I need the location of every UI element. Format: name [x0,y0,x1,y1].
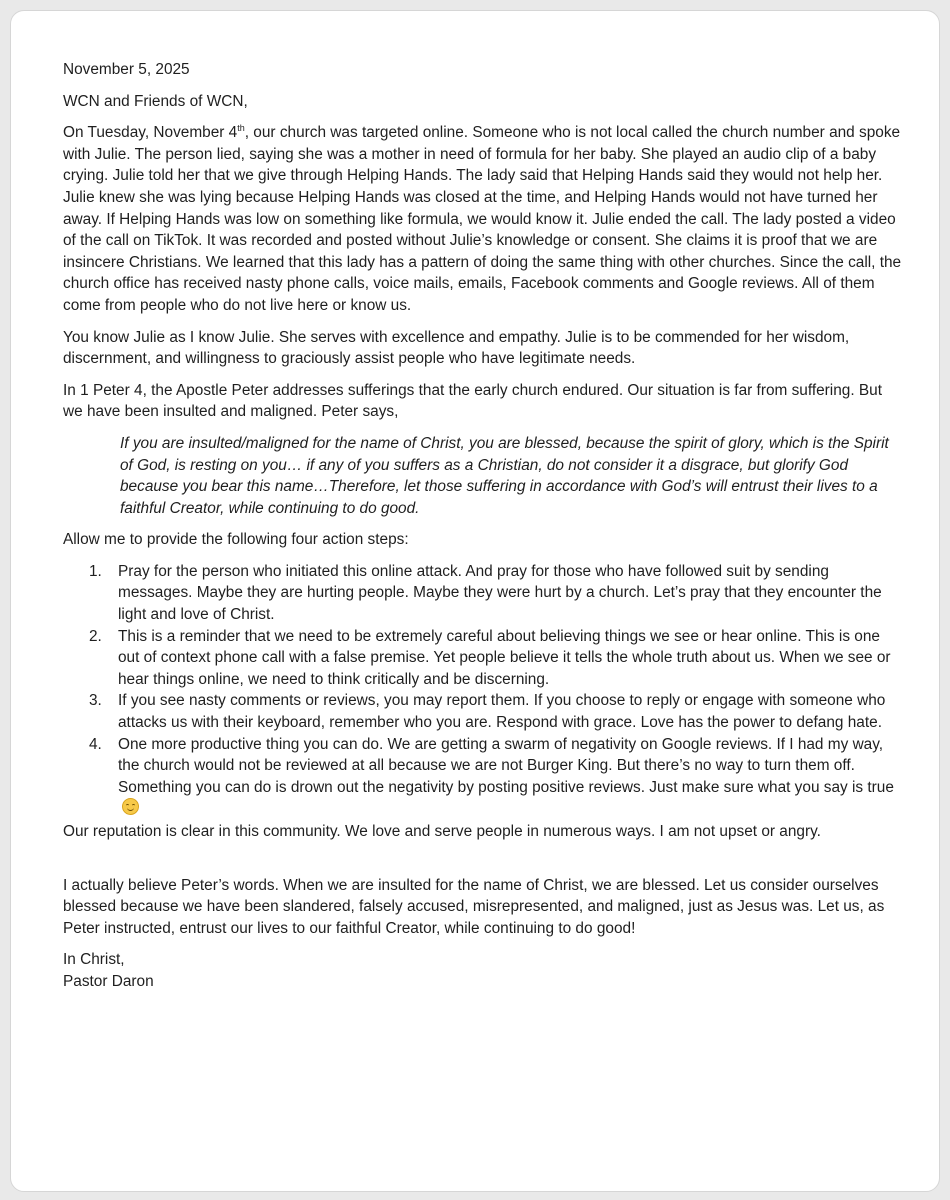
letter-body [63,59,903,993]
letter-greeting: WCN and Friends of WCN, [63,92,248,110]
steps-intro: Allow me to provide the following four action steps: [63,531,409,549]
paragraph-incident [63,122,903,316]
list-item-number: 1. [89,562,102,580]
list-item [63,626,903,691]
list-item-number: 3. [89,692,102,710]
list-item-text: This is a reminder that we need to be extremely careful about believing things we see or hear online. This is one out of context phone call with a false premise. Yet people believe it tells the whole truth about us. When we see or hear things online, we need to think critically and be discerning. [118,627,891,688]
paragraph-incident-start: On Tuesday, November 4 [63,124,238,142]
list-item-text: One more productive thing you can do. We are getting a swarm of negativity on Google reviews. If I had my way, the church would not be reviewed at all because we are not Burger King. But there’s no way to turn them off. Something you can do is drown out the negativity by posting positive reviews. Just make sure what you say is true [118,735,894,796]
paragraph-peter-intro: In 1 Peter 4, the Apostle Peter addresses sufferings that the early church endured. Our situation is far from suffering. But we have been insulted and maligned. Peter says, [63,381,883,421]
list-item-number: 4. [89,735,102,753]
list-item [63,561,903,626]
list-item-text: Pray for the person who initiated this online attack. And pray for those who have followed suit by sending messages. Maybe they are hurting people. Maybe they were hurt by a church. Let’s pray that they encounter the light and love of Christ. [118,562,882,624]
scripture-quote: If you are insulted/maligned for the name of Christ, you are blessed, because the spirit of glory, which is the Spirit of God, is resting on you… if any of you suffers as a Christian, do not consider it a disgrace, but glorify God because you bear this name…Therefore, let those suffering in accordance with God’s will entrust their lives to a faithful Creator, while continuing to do good. [120,434,889,517]
signature-name: Pastor Daron [63,972,154,990]
closing-salutation: In Christ, [63,951,125,969]
ordinal-suffix: th [237,123,245,134]
paragraph-belief: I actually believe Peter’s words. When we are insulted for the name of Christ, we are blessed. Let us consider ourselves blessed because we have been slandered, falsely accused, misrepresented, and maligned, just as Jesus was. Let us, as Peter instructed, entrust our lives to our faithful Creator, while continuing to do good! [63,876,885,937]
letter-page [10,10,940,1192]
paragraph-incident-rest: , our church was targeted online. Someone who is not local called the church number and spoke with Julie. The person lied, saying she was a mother in need of formula for her baby. She played an audio clip of a baby crying. Julie told her that we give through Helping Hands. The lady said that Helping Hands said they would not help her. Julie knew she was lying because Helping Hands was closed at the time, and Helping Hands would not have turned her away. If Helping Hands was low on something like formula, we would know it. Julie ended the call. The lady posted a video of the call on TikTok. It was recorded and posted without Julie’s knowledge or consent. She claims it is proof that we are insincere Christians. We learned that this lady has a pattern of doing the same thing with other churches. Since the call, the church office has received nasty phone calls, voice mails, emails, Facebook comments and Google reviews. All of them come from people who do not live here or know us. [63,124,902,314]
list-item-text: If you see nasty comments or reviews, you may report them. If you choose to reply or engage with someone who attacks us with their keyboard, remember who you are. Respond with grace. Love has the power to defang hate. [118,692,886,732]
list-item [63,734,903,821]
list-item [63,690,903,733]
letter-date: November 5, 2025 [63,61,190,78]
action-steps-list [63,561,903,821]
smiling-face-icon [122,798,139,815]
list-item-number: 2. [89,627,102,645]
paragraph-reputation: Our reputation is clear in this community. We love and serve people in numerous ways. I am not upset or angry. [63,823,821,840]
paragraph-julie: You know Julie as I know Julie. She serves with excellence and empathy. Julie is to be commended for her wisdom, discernment, and willingness to graciously assist people who have legitimate needs. [63,328,850,368]
